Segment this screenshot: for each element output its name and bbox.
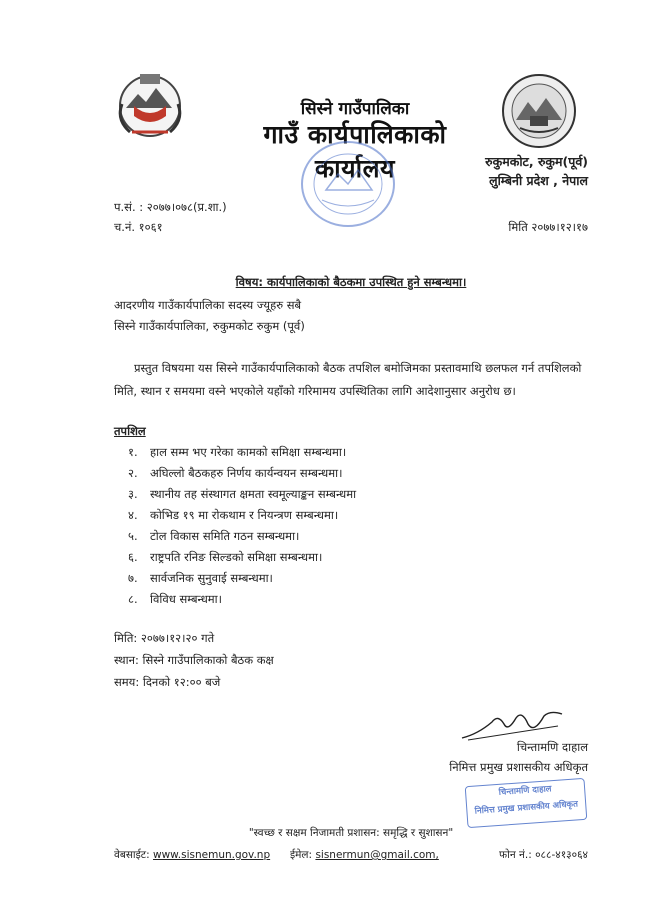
footer-website bbox=[114, 848, 270, 862]
details-heading: तपशिल bbox=[114, 424, 146, 438]
footer-phone: फोन नं.: ०८८-४१३०६४ bbox=[499, 849, 588, 861]
stamp-line1: चिन्तामणि दाहाल bbox=[498, 784, 552, 798]
subject-text: विषय: कार्यपालिकाको बैठकमा उपस्थित हुने सम्बन्धमा। bbox=[235, 275, 467, 289]
email-link[interactable]: sisnermun@gmail.com, bbox=[315, 849, 439, 861]
subject-line bbox=[114, 275, 588, 290]
item-text: विविध सम्बन्धमा। bbox=[150, 592, 223, 606]
website-link[interactable]: www.sisnemun.gov.np bbox=[152, 849, 271, 861]
footer-email bbox=[290, 848, 439, 862]
meeting-place: स्थान: सिस्ने गाउँपालिकाको बैठक कक्ष bbox=[114, 653, 274, 667]
reference-number: प.सं. : २०७७।०७८(प्र.शा.) bbox=[114, 200, 227, 214]
list-item bbox=[128, 571, 568, 592]
item-text: स्थानीय तह संस्थागत क्षमता स्वमूल्याङ्कन सम्बन्धमा bbox=[150, 487, 357, 501]
item-text: राष्ट्रपति रनिङ सिल्डको समिक्षा सम्बन्धमा। bbox=[150, 550, 323, 564]
item-text: अघिल्लो बैठकहरु निर्णय कार्यन्वयन सम्बन्धमा। bbox=[150, 466, 343, 480]
letter-date: मिति २०७७।१२।१७ bbox=[508, 220, 588, 234]
list-item bbox=[128, 550, 568, 571]
item-number: ८. bbox=[128, 592, 138, 606]
item-text: टोल विकास समिति गठन सम्बन्धमा। bbox=[150, 529, 300, 543]
signatory-title: निमित्त प्रमुख प्रशासकीय अधिकृत bbox=[449, 760, 588, 774]
office-name: गाउँ कार्यपालिकाको कार्यालय bbox=[263, 120, 447, 183]
item-number: २. bbox=[128, 466, 138, 480]
list-item bbox=[128, 466, 568, 487]
stamp-line2: निमित्त प्रमुख प्रशासकीय अधिकृत bbox=[474, 799, 579, 817]
list-item bbox=[128, 529, 568, 550]
list-item bbox=[128, 445, 568, 466]
signatory-stamp bbox=[465, 778, 588, 828]
item-text: कोभिड १९ मा रोकथाम र नियन्त्रण सम्बन्धमा। bbox=[150, 508, 339, 522]
list-item bbox=[128, 487, 568, 508]
footer-motto: "स्वच्छ र सक्षम निजामती प्रशासन: समृद्धि र सुशासन" bbox=[248, 827, 454, 839]
item-number: ७. bbox=[128, 571, 138, 585]
body-paragraph: प्रस्तुत विषयमा यस सिस्ने गाउँकार्यपालिकाको बैठक तपशिल बमोजिमका प्रस्तावमाथि छलफल गर्न तपशिलको मिति, स्थान र समयमा वस्ने भएकोले यहाँको गरिमामय उपस्थितिका लागि आदेशानुसार अनुरोध छ। bbox=[114, 361, 582, 398]
item-number: ५. bbox=[128, 529, 138, 543]
meeting-date: मिति: २०७७।१२।२० गते bbox=[114, 631, 215, 645]
list-item bbox=[128, 592, 568, 613]
email-label: ईमेल: bbox=[290, 849, 313, 861]
office-seal-stamp bbox=[298, 138, 398, 230]
office-address-line2: लुम्बिनी प्रदेश , नेपाल bbox=[489, 173, 588, 188]
item-text: सार्वजनिक सुनुवाई सम्बन्धमा। bbox=[150, 571, 273, 585]
handwritten-signature bbox=[458, 704, 568, 744]
item-number: ३. bbox=[128, 487, 138, 501]
item-number: १. bbox=[128, 445, 138, 459]
addressee-line2: सिस्ने गाउँकार्यपालिका, रुकुमकोट रुकुम (पूर्व) bbox=[114, 319, 305, 333]
item-number: ४. bbox=[128, 508, 138, 522]
item-text: हाल सम्म भए गरेका कामको समिक्षा सम्बन्धमा। bbox=[150, 445, 347, 459]
website-label: वेबसाईट: bbox=[114, 849, 150, 861]
dispatch-number: च.नं. १०६१ bbox=[114, 220, 163, 234]
meeting-time: समय: दिनको १२:०० बजे bbox=[114, 675, 221, 689]
list-item bbox=[128, 508, 568, 529]
municipality-seal-logo bbox=[500, 72, 578, 150]
item-number: ६. bbox=[128, 550, 138, 564]
office-address-line1: रुकुमकोट, रुकुम(पूर्व) bbox=[485, 154, 588, 169]
agenda-list bbox=[128, 445, 568, 613]
nepal-emblem-logo bbox=[112, 66, 188, 142]
org-name: सिस्ने गाउँपालिका bbox=[300, 99, 410, 119]
addressee-line1: आदरणीय गाउँकार्यपालिका सदस्य ज्यूहरु सबै bbox=[114, 298, 302, 312]
signatory-name: चिन्तामणि दाहाल bbox=[516, 740, 588, 754]
